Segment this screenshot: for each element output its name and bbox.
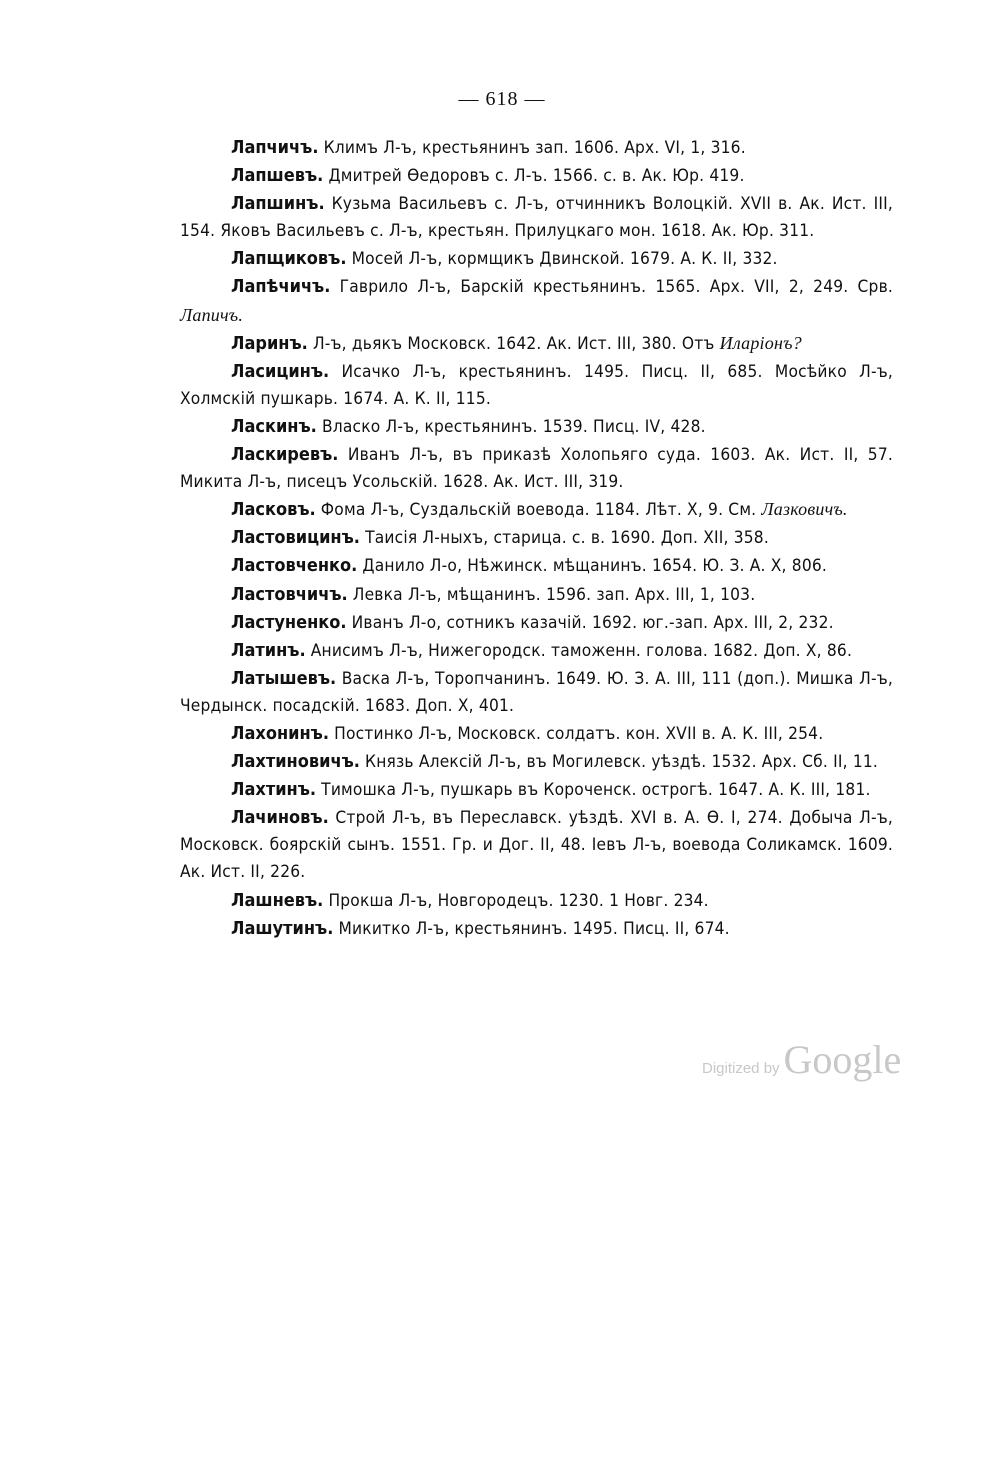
entry-body: Иванъ Л-о, сотникъ казачій. 1692. юг.-зап. Арх. III, 2, 232. [346,612,834,633]
entry-headword: Ларинъ. [231,332,308,354]
entry-headword: Лахонинъ. [231,722,329,744]
entry-body: Строй Л-ъ, въ Переславск. уѣздѣ. XVI в. А. Ѳ. I, 274. Добыча Л-ъ, Московск. боярскій сынъ. 1551. Гр. и Дог. II, 48. Іевъ Л-ъ, воевода Соликамск. 1609. Ак. Ист. II, 226. [180,808,893,883]
entry [180,190,893,245]
entry-headword: Лахтиновичъ. [231,751,360,773]
entry-headword: Ласкинъ. [231,415,317,437]
entry [180,441,893,496]
page-number: — 618 — [458,88,546,110]
entry-headword: Ластовицинъ. [231,527,360,549]
entry [180,804,893,886]
entry-body: Тимошка Л-ъ, пушкарь въ Короченск. острогѣ. 1647. А. К. III, 181. [316,780,871,801]
entry [180,552,893,580]
digitized-watermark [702,1036,901,1083]
entry-headword: Лахтинъ. [231,779,317,801]
entry-headword: Ласковъ. [231,499,316,521]
entry-body: Власко Л-ъ, крестьянинъ. 1539. Писц. IV, 428. [316,416,706,437]
entry-headword: Лапѣчичъ. [231,276,331,298]
entry-body: Левка Л-ъ, мѣщанинъ. 1596. зап. Арх. III, 1, 103. [347,584,756,605]
entry-body: Фома Л-ъ, Суздальскій воевода. 1184. Лѣт. X, 9. См. [315,500,762,521]
entry-body: Климъ Л-ъ, крестьянинъ зап. 1606. Арх. VI, 1, 316. [318,138,746,158]
entry [180,496,893,524]
entry [180,887,893,915]
entry-body: Таисія Л-ныхъ, старица. с. в. 1690. Доп. XII, 358. [359,528,769,549]
entry [180,413,893,441]
entry [180,524,893,552]
entry-headword: Лашневъ. [231,889,324,911]
entry-headword: Ластуненко. [231,611,347,633]
entry [180,720,893,748]
entry [180,358,893,413]
entry-headword: Лачиновъ. [231,807,329,829]
entry-body: Прокша Л-ъ, Новгородецъ. 1230. 1 Новг. 234. [323,890,709,911]
entry-headword: Лашутинъ. [231,917,334,939]
entry [180,665,893,720]
entry-body: Иванъ Л-ъ, въ приказѣ Холопьяго суда. 1603. Ак. Ист. II, 57. Микита Л-ъ, писецъ Усольскій. 1628. Ак. Ист. III, 319. [180,445,893,493]
entry-body: Гаврило Л-ъ, Барскій крестьянинъ. 1565. Арх. VII, 2, 249. Срв. [330,277,893,298]
entry-body: Микитко Л-ъ, крестьянинъ. 1495. Писц. II, 674. [333,918,730,939]
entry [180,134,893,162]
entry [180,245,893,273]
entry-body: Л-ъ, дьякъ Московск. 1642. Ак. Ист. III, 380. Отъ [307,333,720,354]
entry-cross-reference: Лазковичъ. [761,499,848,520]
entry-body: Исачко Л-ъ, крестьянинъ. 1495. Писц. II, 685. Мосѣйко Л-ъ, Холмскій пушкарь. 1674. А. К. II, 115. [180,361,893,409]
entry [180,748,893,776]
entry-body: Данило Л-о, Нѣжинск. мѣщанинъ. 1654. Ю. З. А. X, 806. [357,556,827,577]
entry-headword: Лапщиковъ. [231,248,347,270]
entry [180,776,893,804]
entry-body: Дмитрей Ѳедоровъ с. Л-ъ. 1566. с. в. Ак. Юр. 419. [323,166,745,187]
entry-cross-reference: Иларіонъ? [719,332,802,353]
entry-body: Анисимъ Л-ъ, Нижегородск. таможенн. голова. 1682. Доп. X, 86. [305,640,853,661]
entry-headword: Ласкиревъ. [231,444,339,466]
entry-headword: Лапшевъ. [231,165,324,187]
entry-body: Князь Алексій Л-ъ, въ Могилевск. уѣздѣ. 1532. Арх. Сб. II, 11. [359,752,879,773]
entry-headword: Латинъ. [231,639,306,661]
entry-cross-reference: Лапичъ. [180,304,244,325]
entry [180,609,893,637]
entry-headword: Лапшинъ. [231,193,325,215]
entry-headword: Ластовченко. [231,555,358,577]
entry-body: Мосей Л-ъ, кормщикъ Двинской. 1679. А. К. II, 332. [346,249,778,270]
entry-body: Постинко Л-ъ, Московск. солдатъ. кон. XVII в. А. К. III, 254. [329,723,824,744]
entry-headword: Латышевъ. [231,667,337,689]
entry-body: Васка Л-ъ, Торопчанинъ. 1649. Ю. З. А. III, 111 (доп.). Мишка Л-ъ, Чердынск. посадскій. 1683. Доп. X, 401. [180,668,893,716]
entry-headword: Ластовчичъ. [231,583,348,605]
entry [180,637,893,665]
entry [180,273,893,329]
entry [180,162,893,190]
entry-headword: Ласицинъ. [231,360,330,382]
entry-headword: Лапчичъ. [231,137,319,158]
entry [180,915,893,943]
entry [180,581,893,609]
dictionary-entries [180,134,893,943]
entry-body: Кузьма Васильевъ с. Л-ъ, отчинникъ Волоцкій. XVII в. Ак. Ист. III, 154. Яковъ Васильевъ с. Л-ъ, крестьян. Прилуцкаго мон. 1618. Ак. Юр. 311. [180,194,893,242]
watermark-prefix: Digitized by [702,1060,780,1077]
entry [180,330,893,358]
watermark-brand: Google [783,1037,902,1082]
